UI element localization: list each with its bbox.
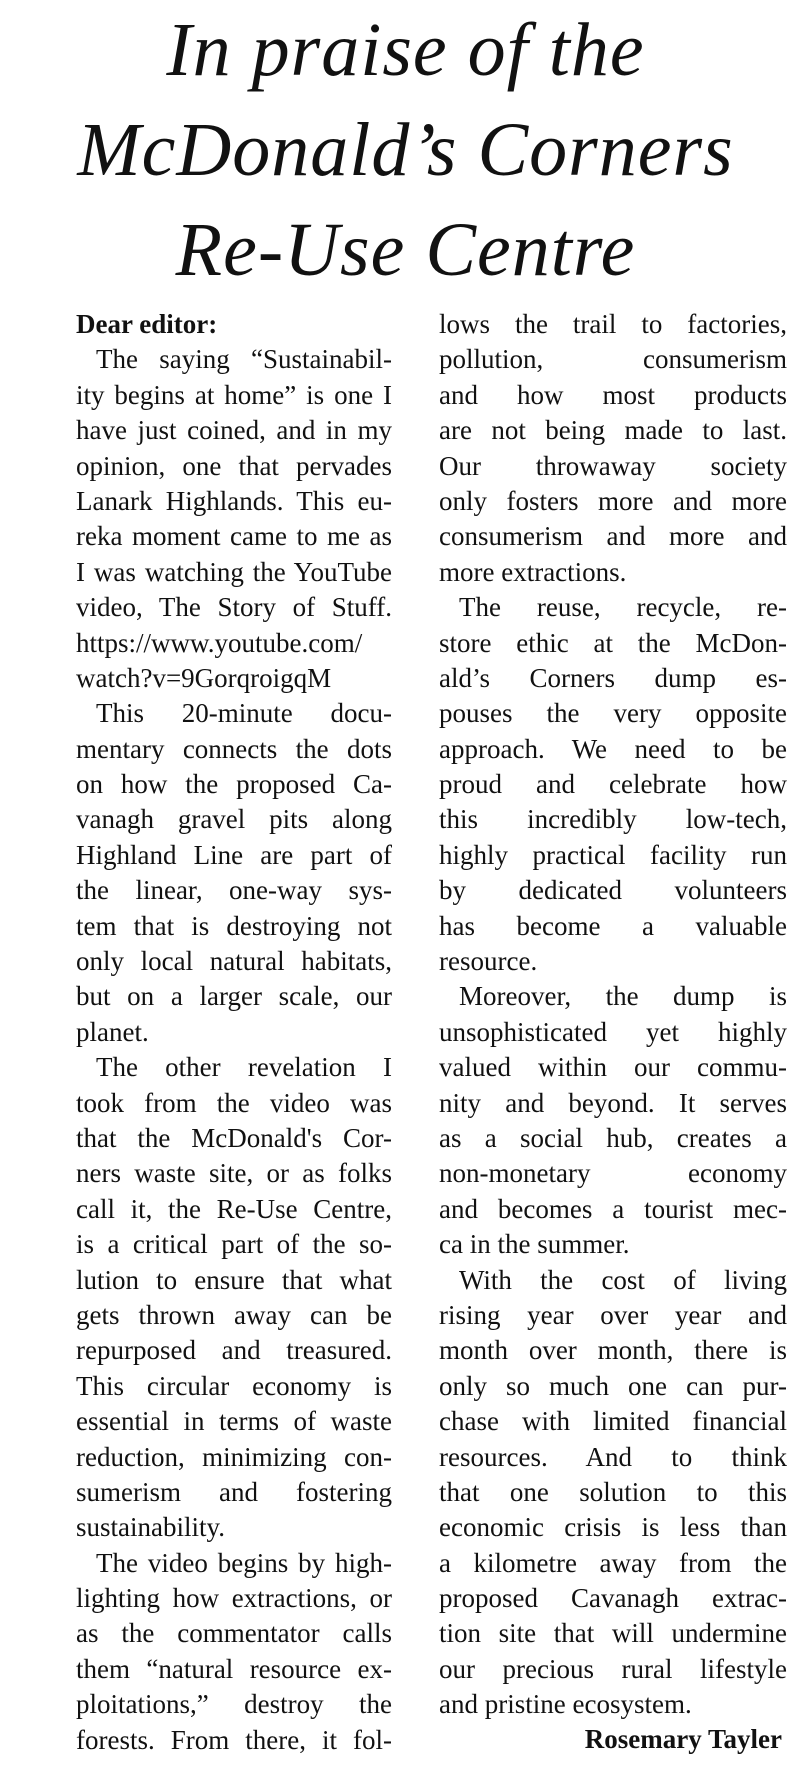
text-line: valued within our commu- (439, 1052, 787, 1083)
text-line: reduction, minimizing con- (76, 1441, 392, 1472)
text-line: video, The Story of Stuff. (76, 592, 392, 623)
text-line: essential in terms of waste (76, 1406, 392, 1437)
headline-line-1: In praise of the (166, 8, 645, 92)
text-line: tion site that will undermine (439, 1618, 787, 1649)
text-line: This 20-minute docu- (96, 698, 392, 729)
text-line: month over month, there is (439, 1335, 787, 1366)
text-line: This circular economy is (76, 1370, 392, 1401)
text-line: them “natural resource ex- (76, 1653, 392, 1684)
text-line: by dedicated volunteers (439, 875, 787, 906)
text-line: Moreover, the dump is (459, 981, 787, 1012)
text-line: ners waste site, or as folks (76, 1158, 392, 1189)
text-line: that one solution to this (439, 1476, 787, 1507)
text-line: Our throwaway society (439, 450, 787, 481)
text-line: gets thrown away can be (76, 1299, 392, 1330)
text-line: economic crisis is less than (439, 1512, 787, 1543)
text-line: proud and celebrate how (439, 769, 787, 800)
salutation: Dear editor: (76, 309, 218, 339)
text-line: resources. And to think (439, 1441, 787, 1472)
text-line: a kilometre away from the (439, 1547, 787, 1578)
text-line: call it, the Re-Use Centre, (76, 1193, 392, 1224)
text-line: sustainability. (76, 1512, 225, 1543)
text-line: as a social hub, creates a (439, 1122, 787, 1153)
text-line: tem that is destroying not (76, 910, 392, 941)
text-line: this incredibly low-tech, (439, 804, 787, 835)
text-line: repurposed and treasured. (76, 1335, 392, 1366)
text-line: ald’s Corners dump es- (439, 662, 787, 693)
text-line: only fosters more and more (439, 485, 787, 516)
text-line: as the commentator calls (76, 1618, 392, 1649)
text-line: consumerism and more and (439, 521, 787, 552)
text-line: took from the video was (76, 1087, 392, 1118)
text-line: pollution, consumerism (439, 344, 787, 375)
text-line: more extractions. (439, 556, 627, 587)
text-line: https://www.youtube.com/ (76, 627, 363, 658)
text-line: nity and beyond. It serves (439, 1087, 787, 1118)
text-line: ity begins at home” is one I (76, 379, 392, 410)
text-line: Lanark Highlands. This eu- (76, 485, 392, 516)
text-line: approach. We need to be (439, 733, 787, 764)
letter-column-right (439, 307, 787, 1723)
text-line: our precious rural lifestyle (439, 1653, 787, 1684)
text-line: only local natural habitats, (76, 946, 392, 977)
text-line: the linear, one-way sys- (76, 875, 392, 906)
signature: Rosemary Tayler (584, 1724, 782, 1754)
text-line: lighting how extractions, or (76, 1583, 392, 1614)
text-line: The saying “Sustainabil- (96, 344, 392, 375)
text-line: reka moment came to me as (76, 521, 392, 552)
text-line: mentary connects the dots (76, 733, 392, 764)
text-line: but on a larger scale, our (76, 981, 392, 1012)
text-line: pouses the very opposite (439, 698, 787, 729)
text-line: opinion, one that pervades (76, 450, 392, 481)
text-line: proposed Cavanagh extrac- (439, 1583, 787, 1614)
text-line: planet. (76, 1016, 149, 1047)
text-line: and pristine ecosystem. (439, 1689, 692, 1720)
text-line: that the McDonald's Cor- (76, 1122, 392, 1153)
text-line: and becomes a tourist mec- (439, 1193, 787, 1224)
text-line: unsophisticated yet highly (439, 1016, 787, 1047)
text-line: vanagh gravel pits along (76, 804, 392, 835)
text-line: Highland Line are part of (76, 839, 392, 870)
text-line: ploitations,” destroy the (76, 1689, 392, 1720)
text-line: The video begins by high- (96, 1547, 392, 1578)
text-line: The other revelation I (96, 1052, 392, 1083)
text-line: The reuse, recycle, re- (459, 592, 787, 623)
letter-column-left (76, 307, 392, 1758)
text-line: has become a valuable (439, 910, 787, 941)
text-line: on how the proposed Ca- (76, 769, 392, 800)
headline-line-3: Re-Use Centre (175, 208, 636, 292)
text-line: forests. From there, it fol- (76, 1724, 392, 1755)
text-line: watch?v=9GorqroigqM (76, 662, 332, 693)
text-line: only so much one can pur- (439, 1370, 787, 1401)
text-line: non-monetary economy (439, 1158, 787, 1189)
text-line: is a critical part of the so- (76, 1229, 392, 1260)
text-line: ca in the summer. (439, 1229, 630, 1260)
text-line: have just coined, and in my (76, 415, 392, 446)
text-line: and how most products (439, 379, 787, 410)
text-line: store ethic at the McDon- (439, 627, 787, 658)
text-line: sumerism and fostering (76, 1476, 392, 1507)
text-line: With the cost of living (459, 1264, 787, 1295)
text-line: lows the trail to factories, (439, 309, 787, 339)
headline (0, 0, 811, 300)
text-line: highly practical facility run (439, 839, 787, 870)
headline-line-2: McDonald’s Corners (77, 108, 734, 192)
text-line: lution to ensure that what (76, 1264, 392, 1295)
text-line: I was watching the YouTube (76, 556, 392, 587)
text-line: are not being made to last. (439, 415, 787, 446)
text-line: rising year over year and (439, 1299, 787, 1330)
text-line: resource. (439, 946, 538, 977)
text-line: chase with limited financial (439, 1406, 787, 1437)
